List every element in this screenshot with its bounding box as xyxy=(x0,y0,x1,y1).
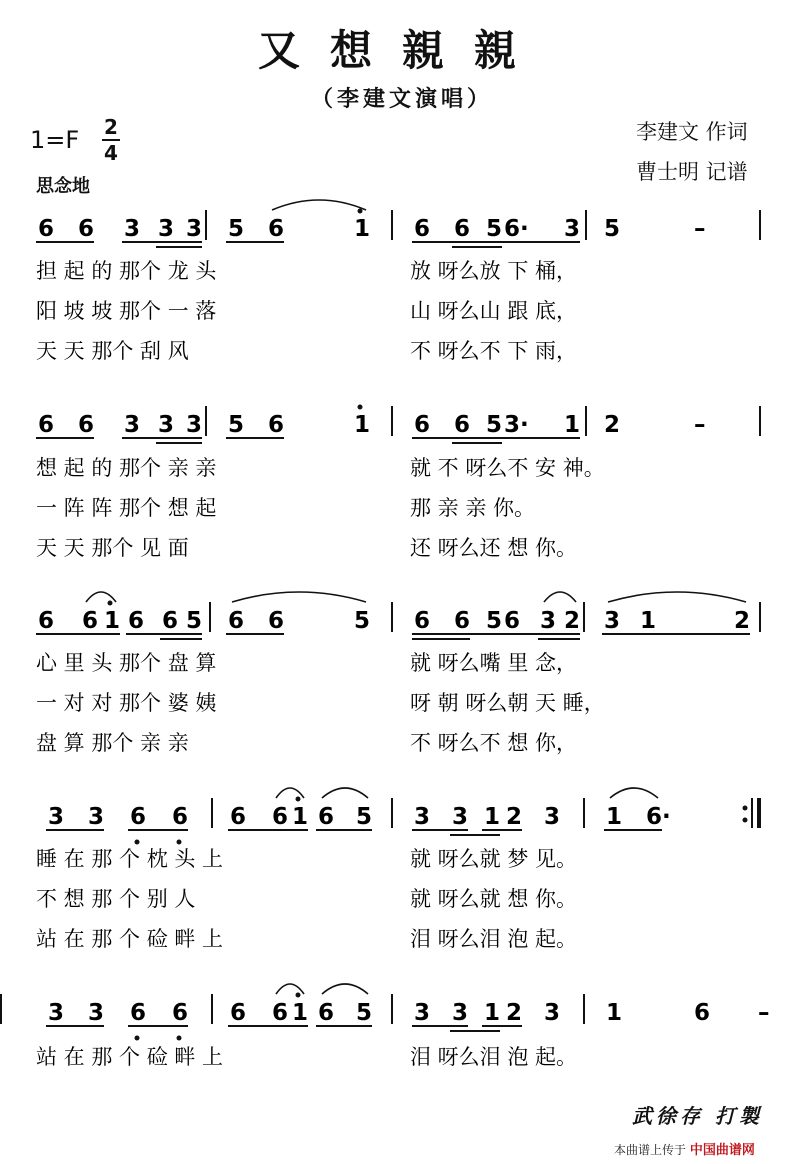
note: 5 xyxy=(354,608,371,634)
note: 6 xyxy=(172,804,189,830)
repeat-dot xyxy=(743,806,748,811)
note: 6 xyxy=(272,1000,289,1026)
note: 5 xyxy=(486,608,503,634)
slur xyxy=(608,592,746,602)
note: 6 xyxy=(130,1000,147,1026)
note: 3 xyxy=(540,608,557,634)
lyric-line-second-half: 就 呀么嘴 里 念， xyxy=(410,651,578,675)
engraver-signature: 武徐存 打製 xyxy=(632,1104,763,1128)
note: 6 xyxy=(38,216,55,242)
note: 2 xyxy=(506,1000,523,1026)
note: 1 xyxy=(484,804,501,830)
dash-note: – xyxy=(758,1000,770,1026)
note: 2 xyxy=(564,608,581,634)
lyric-line-second-half: 呀 朝 呀么朝 天 睡， xyxy=(410,691,605,715)
key-signature: 1=F xyxy=(30,126,80,154)
slur xyxy=(272,200,366,210)
note: 6 xyxy=(228,608,245,634)
note: 6 xyxy=(268,608,285,634)
slur xyxy=(276,788,304,798)
low-octave-dot xyxy=(135,1036,140,1041)
lyric-line: 心 里 头 那个 盘 算 xyxy=(36,651,217,675)
high-octave-dot xyxy=(296,993,301,998)
lyricist-credit: 李建文 作词 xyxy=(636,120,748,144)
note: 3 xyxy=(88,1000,105,1026)
note: 6 xyxy=(78,216,95,242)
slur xyxy=(322,788,368,798)
note: 6 xyxy=(130,804,147,830)
lyric-line: 盘 算 那个 亲 亲 xyxy=(36,731,189,755)
note: 3 xyxy=(158,216,175,242)
lyric-line: 天 天 那个 刮 风 xyxy=(36,339,189,363)
lyric-line-second-half: 就 呀么就 梦 见。 xyxy=(410,847,578,871)
note: 3 xyxy=(124,412,141,438)
footer-prefix: 本曲谱上传于 xyxy=(614,1143,687,1157)
low-octave-dot xyxy=(177,840,182,845)
note: 6 xyxy=(454,412,471,438)
tempo-marking: 思念地 xyxy=(36,176,90,197)
note: 6 xyxy=(454,608,471,634)
note: 3 xyxy=(186,412,203,438)
note: 3 xyxy=(564,216,581,242)
note: 3 xyxy=(604,608,621,634)
lyric-line: 睡 在 那 个 枕 头 上 xyxy=(36,847,224,871)
high-note: 1 xyxy=(354,216,371,242)
low-octave-dot xyxy=(135,840,140,845)
singer-subtitle: （李建文演唱） xyxy=(310,87,493,112)
note: 6 xyxy=(318,804,335,830)
note: 6 xyxy=(230,804,247,830)
high-note: 1 xyxy=(354,412,371,438)
footer-credit xyxy=(614,1139,755,1158)
lyric-line-second-half: 不 呀么不 下 雨， xyxy=(410,339,578,363)
high-note: 1 xyxy=(292,1000,309,1026)
lyric-line-second-half: 就 呀么就 想 你。 xyxy=(410,887,578,911)
note: 6· xyxy=(646,804,671,830)
note: 1 xyxy=(484,1000,501,1026)
note: 6 xyxy=(172,1000,189,1026)
note: 6 xyxy=(454,216,471,242)
lyric-line-second-half: 泪 呀么泪 泡 起。 xyxy=(410,927,578,951)
slur xyxy=(322,984,368,994)
lyric-line-second-half: 放 呀么放 下 桶， xyxy=(410,259,578,283)
note: 1 xyxy=(606,804,623,830)
lyric-line: 站 在 那 个 硷 畔 上 xyxy=(36,927,224,951)
lyric-line: 天 天 那个 见 面 xyxy=(36,536,189,560)
note: 3 xyxy=(48,804,65,830)
transcriber-credit: 曹士明 记谱 xyxy=(636,160,748,184)
note: 6 xyxy=(38,608,55,634)
high-note: 1 xyxy=(292,804,309,830)
repeat-dot xyxy=(743,818,748,823)
slur xyxy=(610,788,658,798)
lyric-line: 站 在 那 个 硷 畔 上 xyxy=(36,1045,224,1069)
note: 3 xyxy=(186,216,203,242)
song-title: 又想親親 xyxy=(257,26,546,75)
high-note: 1 xyxy=(104,608,121,634)
note: 1 xyxy=(564,412,581,438)
time-signature-top: 2 xyxy=(104,115,118,139)
note: 6 xyxy=(268,412,285,438)
lyric-line-second-half: 山 呀么山 跟 底， xyxy=(410,299,578,323)
note: 5 xyxy=(186,608,203,634)
slur xyxy=(86,592,116,602)
lyric-line: 担 起 的 那个 龙 头 xyxy=(36,259,217,283)
note: 6 xyxy=(504,608,521,634)
note: 3 xyxy=(158,412,175,438)
lyric-line: 不 想 那 个 别 人 xyxy=(36,887,196,911)
lyric-line-second-half: 那 亲 亲 你。 xyxy=(410,496,536,520)
note: 6 xyxy=(230,1000,247,1026)
note: 3 xyxy=(452,1000,469,1026)
note: 5 xyxy=(228,216,245,242)
note: 1 xyxy=(640,608,657,634)
note: 5 xyxy=(486,216,503,242)
lyric-line: 想 起 的 那个 亲 亲 xyxy=(36,456,217,480)
lyric-line: 一 对 对 那个 婆 姨 xyxy=(36,691,217,715)
high-octave-dot xyxy=(358,209,363,214)
dash-note: – xyxy=(694,216,706,242)
note: 5 xyxy=(604,216,621,242)
note: 3 xyxy=(124,216,141,242)
note: 6· xyxy=(504,216,529,242)
note: 2 xyxy=(604,412,621,438)
note: 6 xyxy=(694,1000,711,1026)
note: 3 xyxy=(452,804,469,830)
note: 6 xyxy=(82,608,99,634)
lyric-line-second-half: 就 不 呀么不 安 神。 xyxy=(410,456,605,480)
time-signature-bottom: 4 xyxy=(104,141,118,165)
lyric-line-second-half: 不 呀么不 想 你， xyxy=(410,731,578,755)
note: 6 xyxy=(78,412,95,438)
high-octave-dot xyxy=(358,405,363,410)
note: 5 xyxy=(486,412,503,438)
note: 6 xyxy=(414,608,431,634)
note: 6 xyxy=(268,216,285,242)
note: 3 xyxy=(544,804,561,830)
slur xyxy=(276,984,304,994)
dash-note: – xyxy=(694,412,706,438)
note: 2 xyxy=(506,804,523,830)
note: 2 xyxy=(734,608,751,634)
note: 6 xyxy=(414,412,431,438)
slur xyxy=(544,592,576,602)
site-logo: 中国曲谱网 xyxy=(689,1143,755,1158)
note: 3 xyxy=(414,804,431,830)
note: 5 xyxy=(356,804,373,830)
note: 6 xyxy=(414,216,431,242)
note: 3· xyxy=(504,412,529,438)
lyric-line: 阳 坡 坡 那个 一 落 xyxy=(36,299,217,323)
note: 6 xyxy=(128,608,145,634)
note: 6 xyxy=(162,608,179,634)
lyric-line: 一 阵 阵 那个 想 起 xyxy=(36,496,217,520)
note: 3 xyxy=(88,804,105,830)
note: 6 xyxy=(38,412,55,438)
note: 5 xyxy=(228,412,245,438)
low-octave-dot xyxy=(177,1036,182,1041)
slur xyxy=(232,592,366,602)
lyric-line-second-half: 泪 呀么泪 泡 起。 xyxy=(410,1045,578,1069)
high-octave-dot xyxy=(296,797,301,802)
high-octave-dot xyxy=(108,601,113,606)
note: 5 xyxy=(356,1000,373,1026)
note: 1 xyxy=(606,1000,623,1026)
note: 6 xyxy=(318,1000,335,1026)
note: 3 xyxy=(48,1000,65,1026)
note: 6 xyxy=(272,804,289,830)
lyric-line-second-half: 还 呀么还 想 你。 xyxy=(410,536,578,560)
note: 3 xyxy=(544,1000,561,1026)
note: 3 xyxy=(414,1000,431,1026)
